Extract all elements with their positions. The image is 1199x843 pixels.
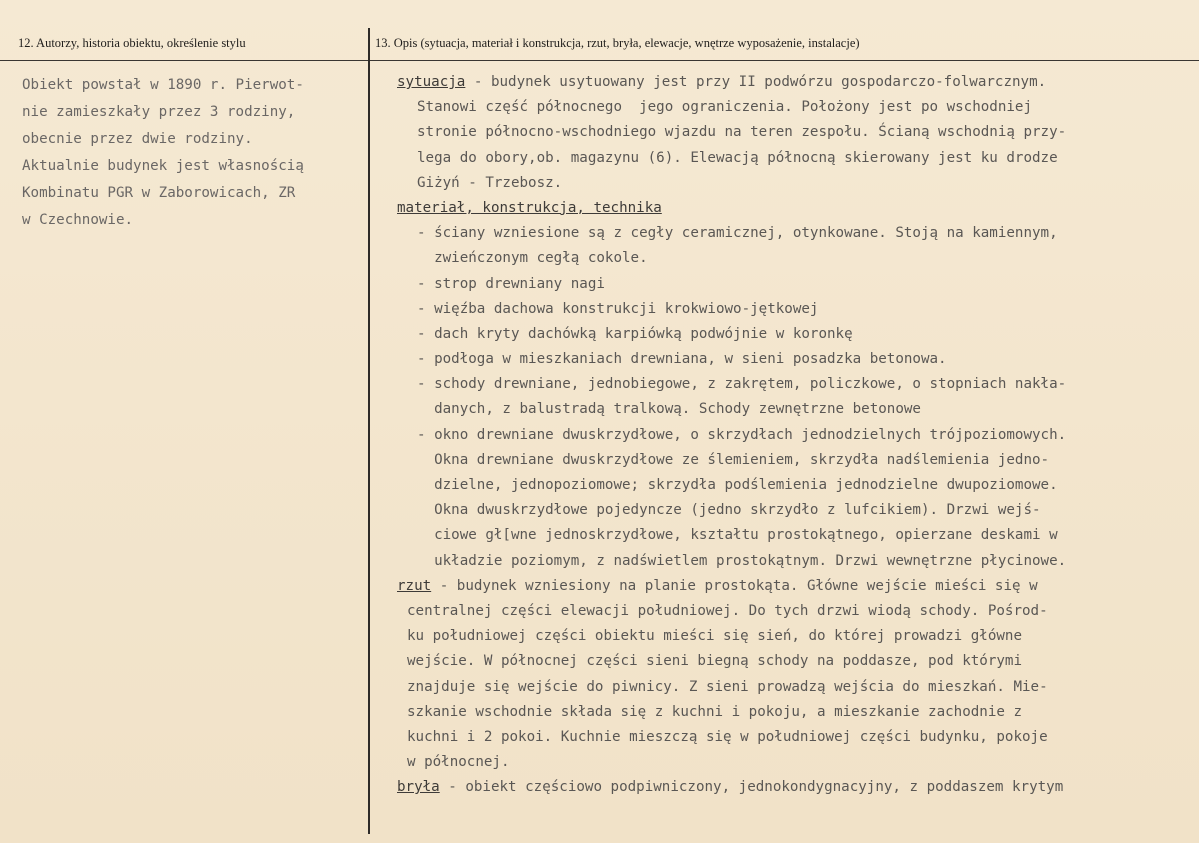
rzut-line: centralnej części elewacji południowej. Do tych drzwi wiodą schody. Pośrod- [407, 602, 1048, 619]
material-line: Okna dwuskrzydłowe pojedyncze (jedno skrzydło z lufcikiem). Drzwi wejś- [417, 502, 1041, 519]
material-line: - więźba dachowa konstrukcji krokwiowo-jętkowej [417, 300, 819, 317]
material-line: - schody drewniane, jednobiegowe, z zakrętem, policzkowe, o stopniach nakła- [417, 376, 1067, 393]
section-13-header: 13. Opis (sytuacja, materiał i konstrukcja, rzut, bryła, elewacje, wnętrze wyposażenie, instalacje) [375, 36, 860, 50]
sytuacja-line: Stanowi część północnego jego ograniczenia. Położony jest po wschodniej [417, 99, 1032, 116]
rzut-text: - budynek wzniesiony na planie prostokąta. Główne wejście mieści się w [431, 577, 1038, 594]
sytuacja-line: Giżyń - Trzebosz. [417, 174, 563, 191]
history-line: Kombinatu PGR w Zaborowicach, ZR [22, 185, 296, 201]
history-line: nie zamieszkały przez 3 rodziny, [22, 104, 296, 120]
material-line: układzie poziomym, z nadświetlem prostokątnym. Drzwi wewnętrzne płycinowe. [417, 552, 1067, 569]
section-12-header: 12. Autorzy, historia obiektu, określenie stylu [18, 36, 246, 50]
material-line: Okna drewniane dwuskrzydłowe ze ślemieniem, skrzydła nadślemienia jedno- [417, 451, 1050, 468]
material-line: - ściany wzniesione są z cegły ceramicznej, otynkowane. Stoją na kamiennym, [417, 225, 1058, 242]
material-line: zwieńczonym cegłą cokole. [417, 250, 648, 267]
history-line: w Czechnowie. [22, 212, 134, 228]
description-text [397, 70, 1192, 800]
history-text [22, 72, 362, 234]
sytuacja-first-line [397, 70, 1192, 95]
rzut-line: kuchni i 2 pokoi. Kuchnie mieszczą się w południowej części budynku, pokoje [407, 728, 1048, 745]
material-line: dzielne, jednopoziomowe; skrzydła podślemienia jednodzielne dwupoziomowe. [417, 477, 1058, 493]
rzut-line: znajduje się wejście do piwnicy. Z sieni prowadzą wejścia do mieszkań. Mie- [407, 678, 1048, 695]
header-divider [0, 60, 1199, 61]
sytuacja-line: stronie północno-wschodniego wjazdu na teren zespołu. Ścianą wschodnią przy- [417, 124, 1067, 141]
column-divider [368, 28, 370, 834]
rzut-label: rzut [397, 577, 432, 594]
material-line: danych, z balustradą tralkową. Schody zewnętrzne betonowe [417, 401, 921, 418]
bryla-first-line [397, 775, 1192, 800]
material-line: - dach kryty dachówką karpiówką podwójnie w koronkę [417, 325, 853, 342]
rzut-line: ku południowej części obiektu mieści się sień, do której prowadzi główne [407, 628, 1022, 645]
history-line: Obiekt powstał w 1890 r. Pierwot- [22, 77, 304, 93]
material-line: - okno drewniane dwuskrzydłowe, o skrzydłach jednodzielnych trójpoziomowych. [417, 426, 1067, 443]
material-line: - podłoga w mieszkaniach drewniana, w sieni posadzka betonowa. [417, 351, 947, 368]
material-label: materiał, konstrukcja, technika [397, 199, 662, 216]
bryla-text: - obiekt częściowo podpiwniczony, jednokondygnacyjny, z poddaszem krytym [439, 779, 1064, 796]
rzut-line: szkanie wschodnie składa się z kuchni i pokoju, a mieszkanie zachodnie z [407, 703, 1022, 720]
history-line: Aktualnie budynek jest własnością [22, 158, 304, 174]
material-line: ciowe gł[wne jednoskrzydłowe, kształtu prostokątnego, opierzane deskami w [417, 527, 1058, 544]
material-line: - strop drewniany nagi [417, 275, 605, 292]
sytuacja-label: sytuacja [397, 74, 466, 90]
rzut-first-line [397, 574, 1192, 599]
rzut-line: w północnej. [407, 754, 510, 771]
material-heading [397, 196, 1192, 221]
sytuacja-text: - budynek usytuowany jest przy II podwórzu gospodarczo-folwarcznym. [465, 74, 1047, 90]
sytuacja-line: lega do obory,ob. magazynu (6). Elewacją północną skierowany jest ku drodze [417, 149, 1058, 166]
rzut-line: wejście. W północnej części sieni biegną schody na poddasze, pod którymi [407, 653, 1022, 670]
history-line: obecnie przez dwie rodziny. [22, 131, 253, 147]
bryla-label: bryła [397, 779, 440, 796]
